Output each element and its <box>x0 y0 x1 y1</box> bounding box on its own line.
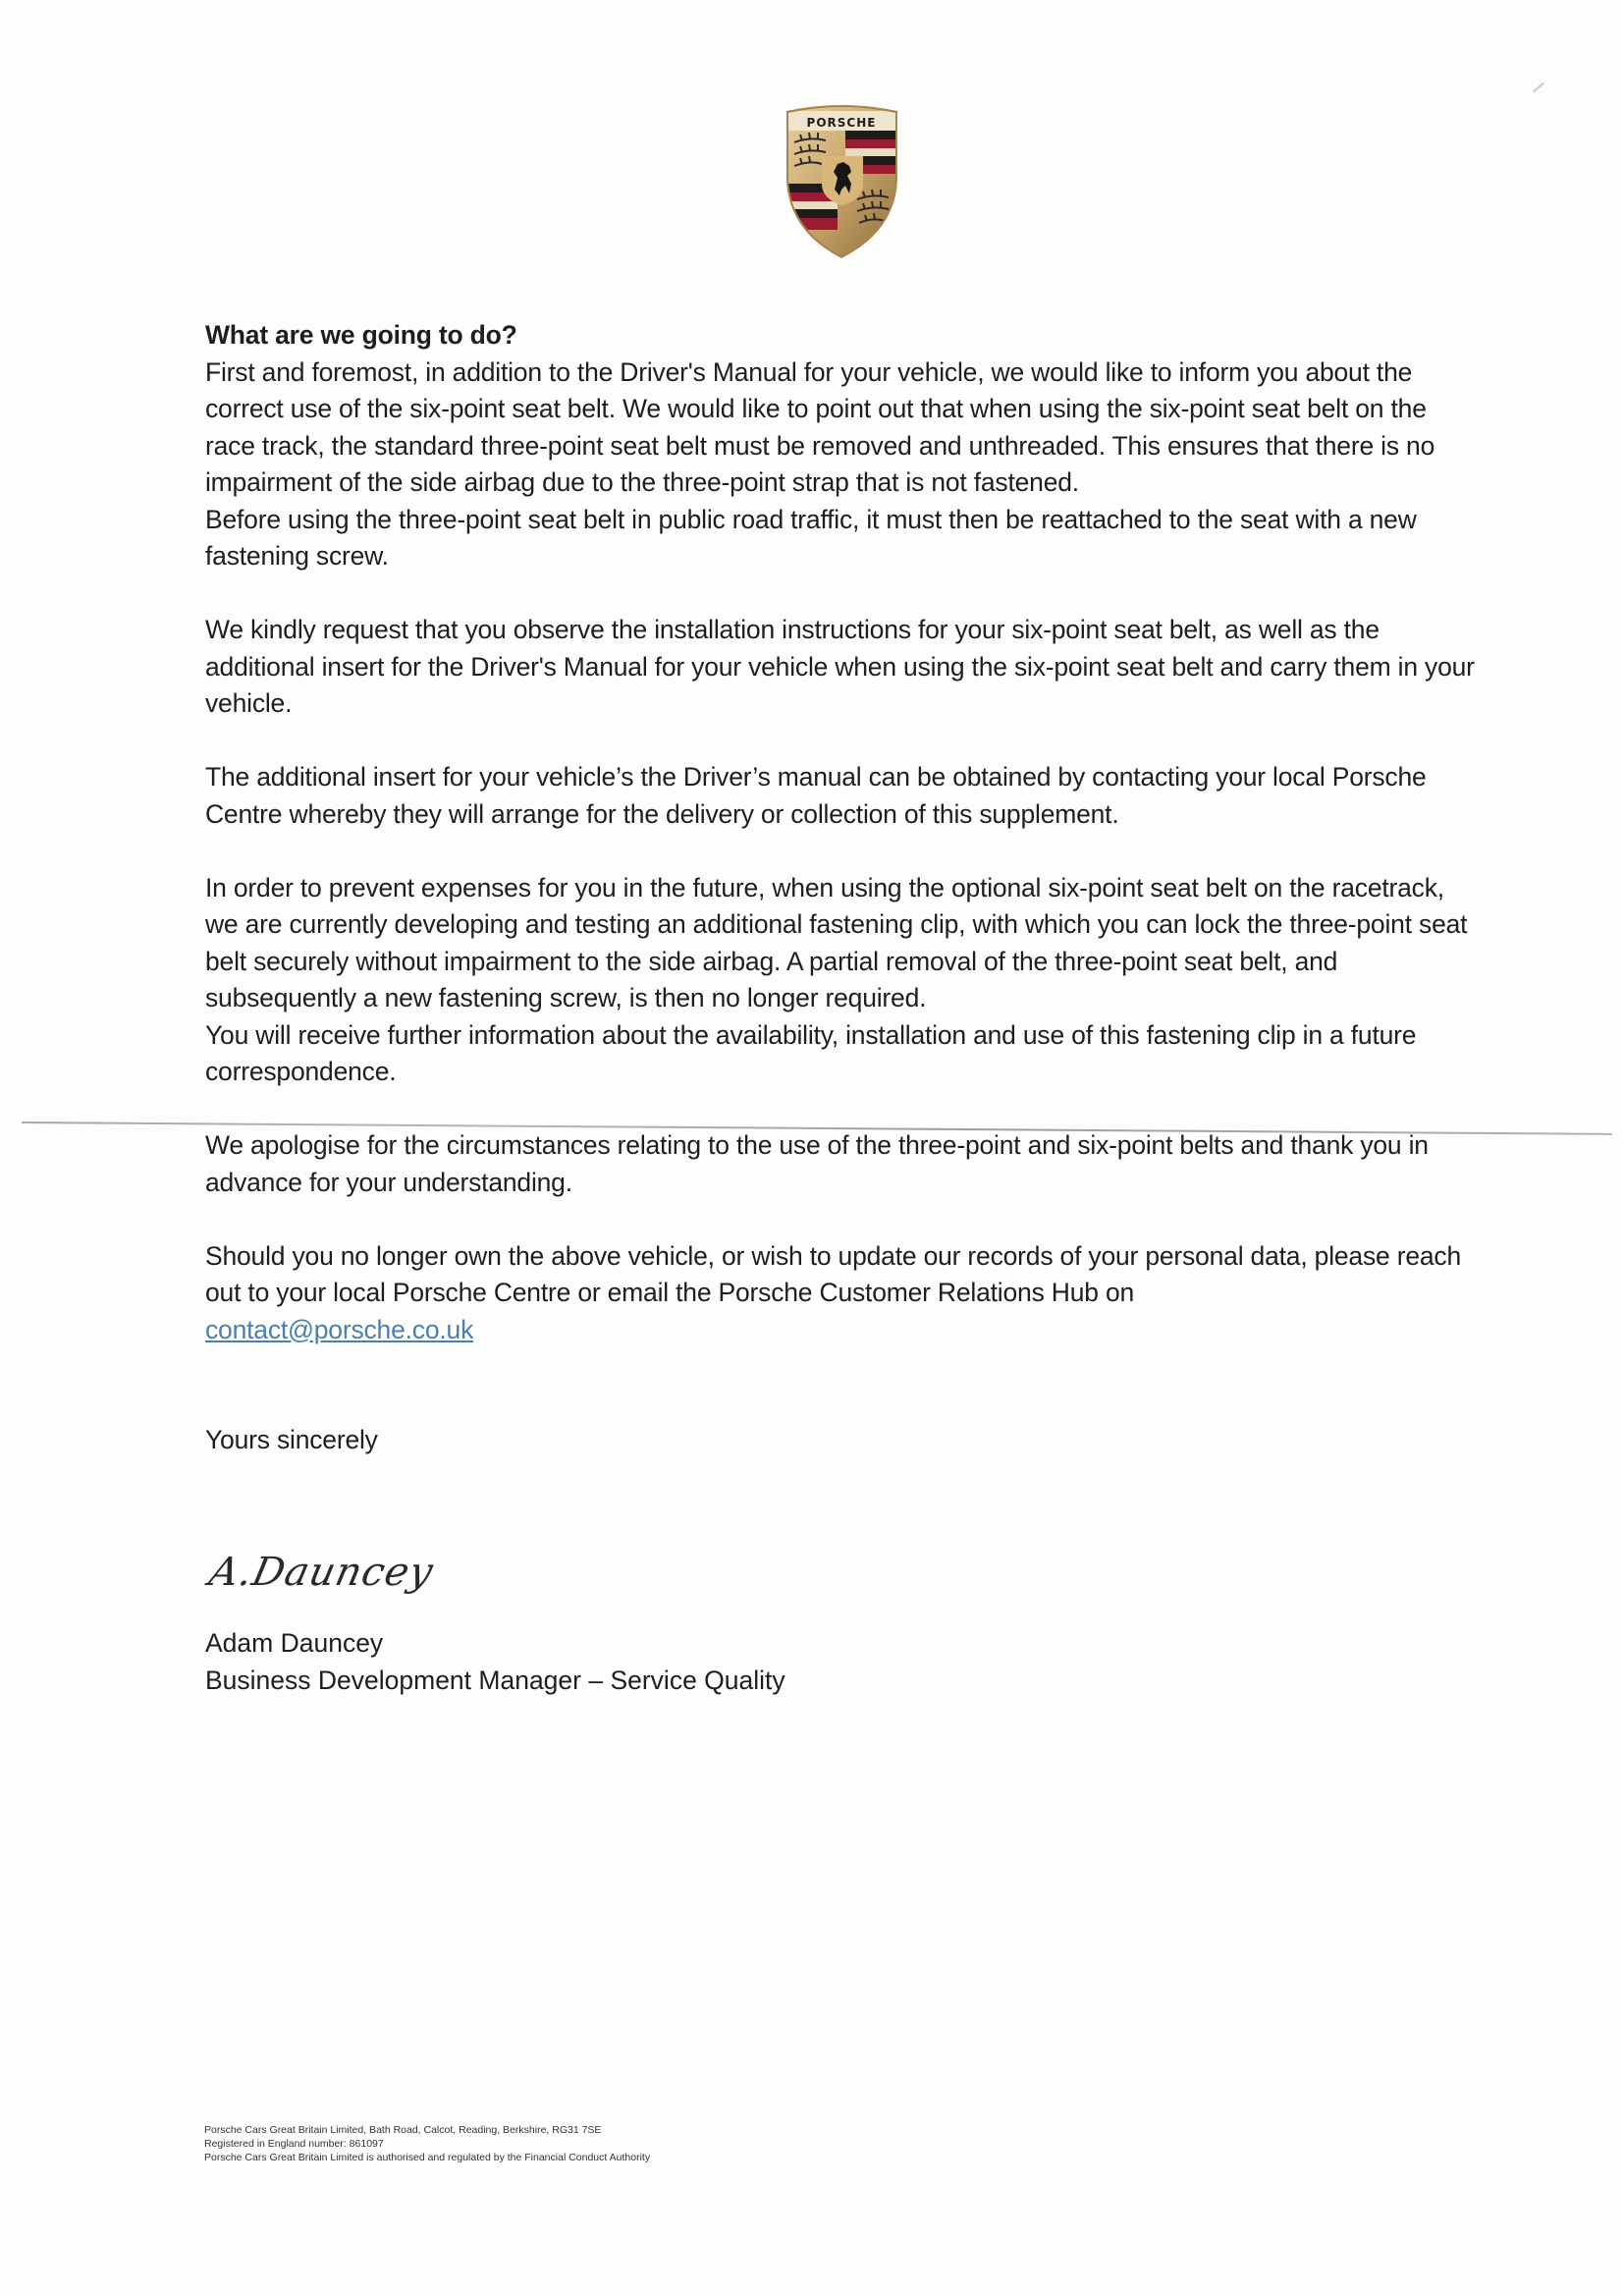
paragraph: Before using the three-point seat belt in public road traffic, it must then be reattached to the seat with a new fastening screw. <box>205 504 1417 571</box>
porsche-crest-logo <box>781 101 903 258</box>
paragraph: We apologise for the circumstances relating to the use of the three-point and six-point belts and thank you in advance for your understanding. <box>205 1130 1429 1197</box>
signatory-title: Business Development Manager – Service Quality <box>205 1665 785 1695</box>
company-footer <box>204 2123 650 2164</box>
paragraph: You will receive further information about the availability, installation and use of this fastening clip in a future correspondence. <box>205 1019 1417 1086</box>
footer-registration: Registered in England number: 861097 <box>204 2138 384 2150</box>
paragraph: We kindly request that you observe the installation instructions for your six-point seat belt, as well as the additional insert for the Driver's Manual for your vehicle when using the six-point seat belt and carry them in your vehicle. <box>205 615 1475 718</box>
scan-artifact <box>1533 82 1544 93</box>
signatory-name: Adam Dauncey <box>205 1628 384 1658</box>
paragraph: First and foremost, in addition to the Driver's Manual for your vehicle, we would like to inform you about the correct use of the six-point seat belt. We would like to point out that when using the six-point seat belt on the race track, the standard three-point seat belt must be removed and unthreaded. This ensures that there is no impairment of the side airbag due to the three-point strap that is not fastened. <box>205 356 1435 497</box>
signatory-block <box>205 1625 785 1699</box>
letter-body <box>205 317 1482 1459</box>
handwritten-signature: A.Dauncey <box>205 1550 438 1595</box>
paragraph: In order to prevent expenses for you in the future, when using the optional six-point seat belt on the racetrack, we are currently developing and testing an additional fastening clip, with which you can lock the three-point seat belt securely without impairment to the side airbag. A partial removal of the three-point seat belt, and subsequently a new fastening screw, is then no longer required. <box>205 872 1468 1012</box>
section-heading: What are we going to do? <box>205 320 517 350</box>
contact-email-link[interactable]: contact@porsche.co.uk <box>205 1314 474 1344</box>
footer-address: Porsche Cars Great Britain Limited, Bath Road, Calcot, Reading, Berkshire, RG31 7SE <box>204 2124 602 2136</box>
crest-brand-text: PORSCHE <box>806 116 877 130</box>
paragraph: The additional insert for your vehicle’s the Driver’s manual can be obtained by contacting your local Porsche Centre whereby they will arrange for the delivery or collection of this supplement. <box>205 762 1427 829</box>
paragraph: Should you no longer own the above vehicle, or wish to update our records of your personal data, please reach out to your local Porsche Centre or email the Porsche Customer Relations Hub on <box>205 1240 1461 1307</box>
closing-salutation: Yours sincerely <box>205 1425 378 1454</box>
footer-regulation: Porsche Cars Great Britain Limited is authorised and regulated by the Financial Conduct Authority <box>204 2152 651 2163</box>
